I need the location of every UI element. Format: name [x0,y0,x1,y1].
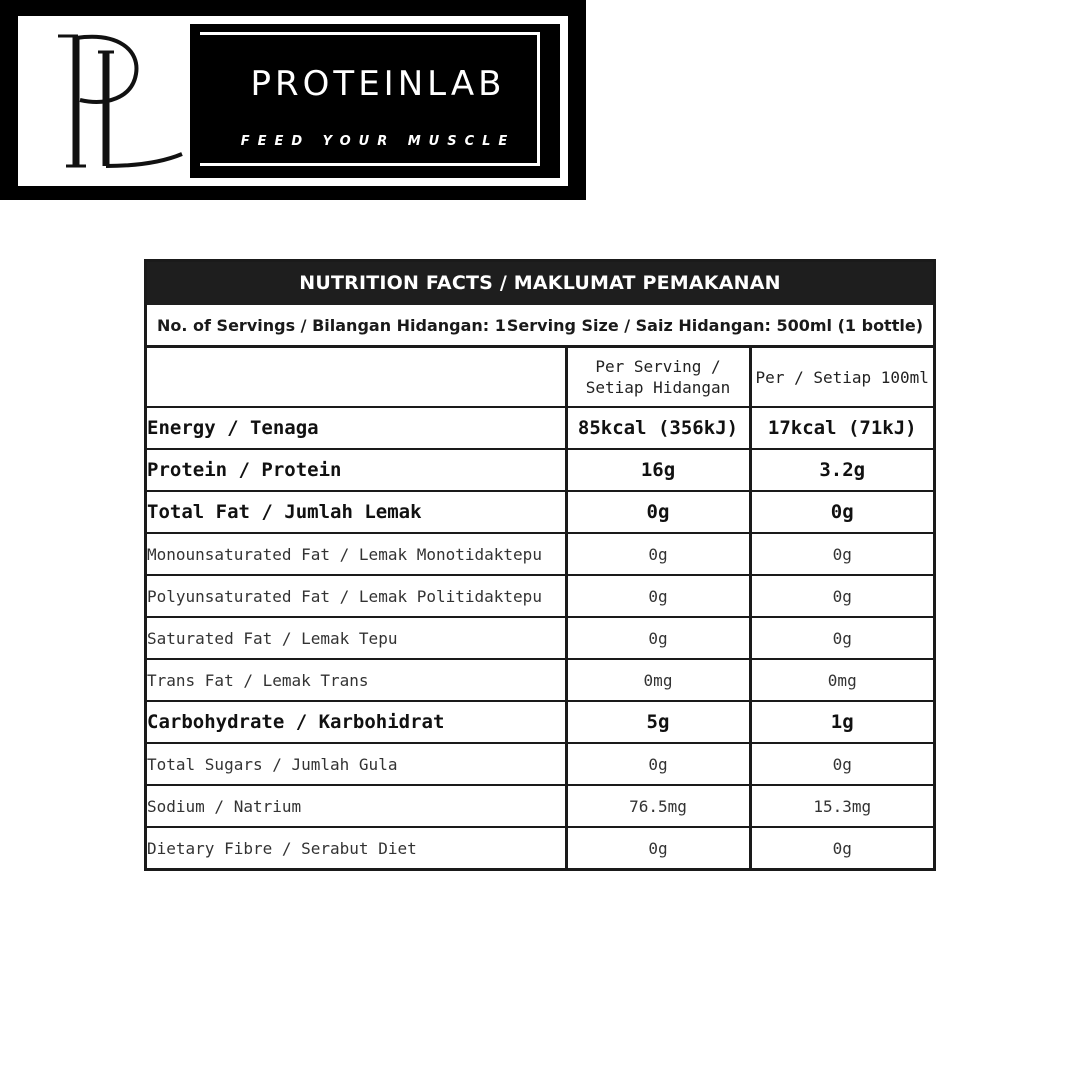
nutrient-per-100ml: 0g [832,838,852,858]
header-per-serving-label: Per Serving / Setiap Hidangan [585,357,731,397]
nutrient-label: Monounsaturated Fat / Lemak Monotidaktepu [147,533,566,575]
nutrient-label: Saturated Fat / Lemak Tepu [147,617,566,659]
nutrition-title: NUTRITION FACTS / MAKLUMAT PEMAKANAN [147,262,933,305]
nutrient-per-100ml: 17kcal (71kJ) [750,407,933,449]
nutrient-row [147,827,933,868]
nutrient-per-serving: 5g [566,701,750,743]
nutrient-per-serving: 0g [566,491,750,533]
nutrient-label: Sodium / Natrium [147,785,566,827]
nutrition-facts-panel [144,259,936,871]
nutrient-per-serving: 0mg [566,659,750,701]
nutrient-label: Dietary Fibre / Serabut Diet [147,827,566,868]
nutrient-row [147,491,933,533]
nutrition-table [147,348,933,868]
brand-box [190,24,560,178]
nutrient-row [147,617,933,659]
header-empty-cell [147,348,566,407]
nutrient-per-serving: 16g [566,449,750,491]
nutrient-row [147,449,933,491]
nutrient-row [147,743,933,785]
nutrient-per-serving: 85kcal (356kJ) [566,407,750,449]
brand-banner [0,0,586,200]
nutrient-per-100ml: 0g [750,743,933,785]
nutrient-label: Polyunsaturated Fat / Lemak Politidaktepu [147,575,566,617]
nutrient-row [147,407,933,449]
nutrient-label: Total Sugars / Jumlah Gula [147,743,566,785]
header-per-serving [566,348,750,407]
nutrient-per-serving: 0g [566,617,750,659]
serving-info-row [147,305,933,348]
nutrient-per-100ml: 0g [750,491,933,533]
nutrient-row [147,659,933,701]
banner-inner [18,16,568,186]
column-header-row [147,348,933,407]
nutrient-per-serving: 0g [566,533,750,575]
nutrient-label: Trans Fat / Lemak Trans [147,659,566,701]
brand-tagline: FEED YOUR MUSCLE [240,134,516,149]
nutrient-per-100ml: 0g [750,575,933,617]
nutrient-label: Energy / Tenaga [147,407,566,449]
servings-count: No. of Servings / Bilangan Hidangan: 1 [157,315,506,335]
serving-size: Serving Size / Saiz Hidangan: 500ml (1 bottle) [506,315,923,335]
nutrient-row [147,785,933,827]
header-per-100ml-label: Per / Setiap 100ml [755,367,929,387]
nutrient-per-serving: 76.5mg [566,785,750,827]
nutrient-label: Protein / Protein [147,449,566,491]
nutrient-row [147,575,933,617]
nutrient-per-100ml: 0mg [750,659,933,701]
pl-monogram-icon [18,16,188,186]
nutrient-row [147,533,933,575]
nutrient-per-serving: 0g [566,575,750,617]
nutrient-row [147,701,933,743]
header-per-100ml [750,348,933,407]
nutrient-per-100ml: 15.3mg [750,785,933,827]
monogram-logo [18,16,188,186]
brand-name: PROTEINLAB [250,64,506,104]
nutrient-per-serving: 0g [566,743,750,785]
nutrient-per-100ml: 3.2g [750,449,933,491]
nutrient-per-100ml: 0g [750,533,933,575]
nutrient-per-serving: 0g [566,827,750,868]
nutrient-label: Carbohydrate / Karbohidrat [147,701,566,743]
nutrient-per-100ml: 1g [750,701,933,743]
nutrient-label: Total Fat / Jumlah Lemak [147,491,566,533]
nutrient-per-100ml: 0g [750,617,933,659]
